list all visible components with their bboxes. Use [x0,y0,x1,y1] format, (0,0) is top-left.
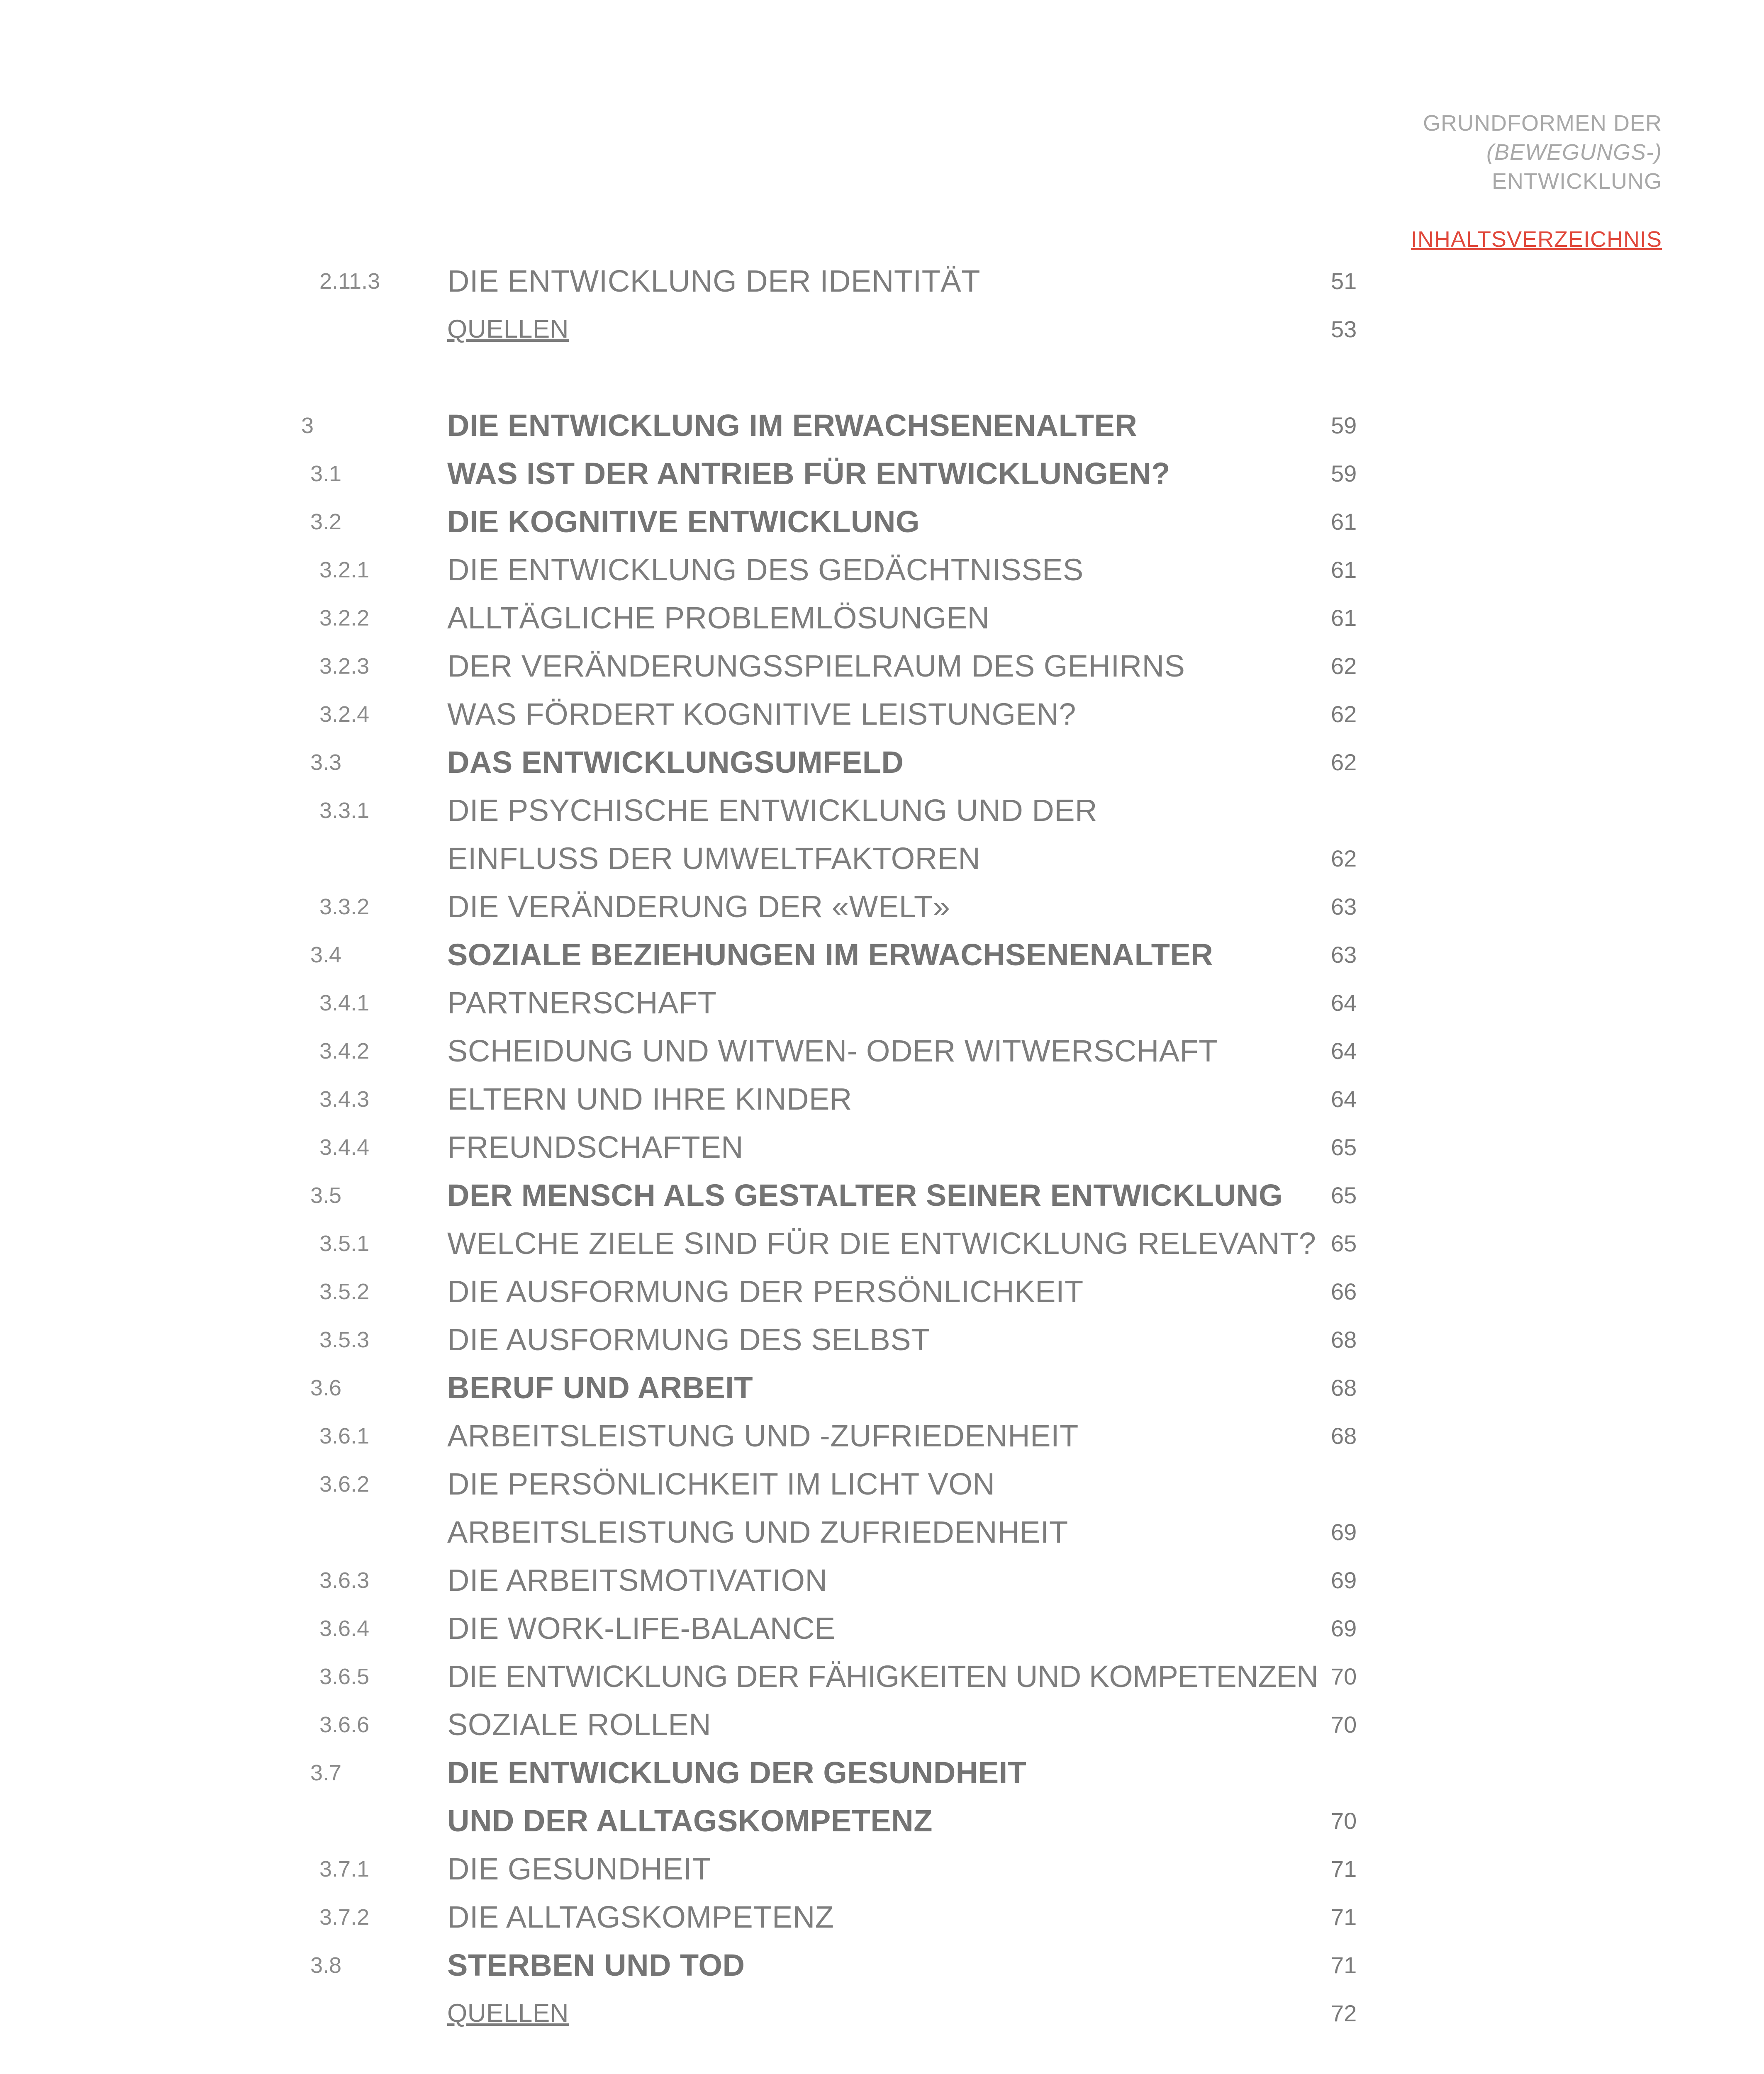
sources-link[interactable]: QUELLEN [447,315,569,343]
entry-page: 61 [1331,557,1357,583]
subsection-title[interactable]: DIE AUSFORMUNG DES SELBST [447,1322,930,1357]
chapter-number: 3 [301,413,314,438]
entry-page: 65 [1331,1182,1357,1208]
toc-subsection[interactable] [0,546,1764,594]
subsection-number: 3.6.6 [319,1712,370,1737]
toc-chapter[interactable] [0,402,1764,450]
entry-page: 53 [1331,316,1357,342]
section-title[interactable]: DIE ENTWICKLUNG DER GESUNDHEIT [447,1755,1027,1790]
toc-subsection[interactable] [0,1412,1764,1460]
subsection-title[interactable]: DIE WORK-LIFE-BALANCE [447,1611,836,1646]
subsection-title[interactable]: DIE ALLTAGSKOMPETENZ [447,1900,834,1934]
entry-page: 59 [1331,460,1357,487]
subsection-number: 3.3.1 [319,798,370,823]
entry-page: 62 [1331,845,1357,871]
entry-page: 61 [1331,509,1357,535]
subsection-number: 3.7.1 [319,1857,370,1882]
toc-subsection[interactable] [0,883,1764,931]
entry-page: 61 [1331,605,1357,631]
section-number: 3.7 [310,1760,342,1785]
entry-page: 69 [1331,1615,1357,1641]
subsection-title[interactable]: PARTNERSCHAFT [447,986,717,1020]
toc-subsection[interactable] [0,690,1764,738]
entry-page: 70 [1331,1663,1357,1689]
subsection-title[interactable]: DIE PSYCHISCHE ENTWICKLUNG UND DER [447,793,1098,828]
toc-section[interactable] [0,931,1764,979]
subsection-number: 3.2.4 [319,702,370,727]
subsection-number: 3.4.1 [319,991,370,1015]
section-title[interactable]: STERBEN UND TOD [447,1948,745,1982]
toc-subsection-continued[interactable] [0,1508,1764,1556]
toc-subsection[interactable] [0,1556,1764,1604]
entry-page: 65 [1331,1230,1357,1256]
entry-page: 64 [1331,1086,1357,1112]
subsection-number: 3.7.2 [319,1905,370,1930]
toc-section[interactable] [0,450,1764,498]
section-number: 3.3 [310,750,342,775]
toc-subsection[interactable] [0,1460,1764,1508]
sources-link[interactable]: QUELLEN [447,1999,569,2028]
toc-subsection[interactable] [0,1220,1764,1268]
subsection-number: 3.6.1 [319,1424,370,1448]
subsection-number: 3.6.4 [319,1616,370,1641]
entry-page: 70 [1331,1808,1357,1834]
toc-section-continued[interactable] [0,1797,1764,1845]
subsection-number: 3.4.3 [319,1087,370,1112]
section-number: 3.8 [310,1953,342,1978]
chapter-title[interactable]: DIE ENTWICKLUNG IM ERWACHSENENALTER [447,408,1138,443]
subsection-number: 3.6.3 [319,1568,370,1593]
subsection-title[interactable]: DIE ENTWICKLUNG DER FÄHIGKEITEN UND KOMPETENZEN [447,1659,1318,1694]
toc-subsection[interactable] [0,1316,1764,1364]
running-header [1423,109,1662,196]
toc-subsection[interactable] [0,1893,1764,1941]
header-line-3: ENTWICKLUNG [1491,169,1662,194]
toc-subsection[interactable] [0,1701,1764,1749]
entry-title[interactable]: DIE ENTWICKLUNG DER IDENTITÄT [447,264,980,298]
subsection-number: 3.3.2 [319,894,370,919]
entry-page: 64 [1331,1038,1357,1064]
entry-page: 68 [1331,1423,1357,1449]
entry-page: 69 [1331,1567,1357,1593]
subsection-title[interactable]: FREUNDSCHAFTEN [447,1130,744,1164]
subsection-title[interactable]: DIE AUSFORMUNG DER PERSÖNLICHKEIT [447,1274,1084,1309]
subsection-number: 3.5.2 [319,1279,370,1304]
entry-page: 64 [1331,990,1357,1016]
toc-subsection[interactable] [0,1268,1764,1316]
section-number: 3.4 [310,942,342,967]
subsection-title[interactable]: DIE PERSÖNLICHKEIT IM LICHT VON [447,1467,995,1501]
section-title[interactable]: DIE KOGNITIVE ENTWICKLUNG [447,504,920,539]
entry-page: 62 [1331,701,1357,727]
subsection-title[interactable]: ELTERN UND IHRE KINDER [447,1082,852,1116]
toc-subsection-continued[interactable] [0,835,1764,883]
subsection-title[interactable]: DIE GESUNDHEIT [447,1852,711,1886]
toc-subsection[interactable] [0,979,1764,1027]
toc-subsection[interactable] [0,786,1764,835]
toc-entry-sources[interactable] [0,305,1764,353]
subsection-number: 3.6.5 [319,1664,370,1689]
entry-page: 63 [1331,942,1357,968]
toc-section[interactable] [0,498,1764,546]
subsection-number: 3.2.1 [319,557,370,582]
toc-subsection[interactable] [0,1027,1764,1075]
entry-page: 68 [1331,1327,1357,1353]
subsection-number: 3.4.4 [319,1135,370,1160]
subsection-title[interactable]: DIE VERÄNDERUNG DER «WELT» [447,889,950,924]
entry-page: 68 [1331,1375,1357,1401]
subsection-title[interactable]: WELCHE ZIELE SIND FÜR DIE ENTWICKLUNG RELEVANT? [447,1226,1316,1261]
subsection-title[interactable]: DER VERÄNDERUNGSSPIELRAUM DES GEHIRNS [447,649,1185,683]
entry-page: 63 [1331,893,1357,920]
section-number: 3.6 [310,1375,342,1400]
toc-subsection[interactable] [0,1604,1764,1653]
entry-page: 59 [1331,412,1357,438]
entry-page: 71 [1331,1856,1357,1882]
toc-entry[interactable] [0,257,1764,305]
entry-page: 71 [1331,1952,1357,1978]
section-title[interactable]: SOZIALE BEZIEHUNGEN IM ERWACHSENENALTER [447,937,1213,972]
entry-page: 70 [1331,1711,1357,1738]
subsection-title-continued[interactable]: EINFLUSS DER UMWELTFAKTOREN [447,841,981,876]
entry-page: 71 [1331,1904,1357,1930]
toc-section[interactable] [0,738,1764,786]
subsection-number: 3.5.1 [319,1231,370,1256]
toc-entry-sources[interactable] [0,1989,1764,2037]
section-number: 3.1 [310,461,342,486]
entry-page: 69 [1331,1519,1357,1545]
entry-page: 65 [1331,1134,1357,1160]
subsection-number: 3.2.2 [319,606,370,630]
section-title-continued[interactable]: UND DER ALLTAGSKOMPETENZ [447,1804,933,1838]
table-of-contents-link[interactable]: INHALTSVERZEICHNIS [1411,227,1662,252]
entry-page: 51 [1331,268,1357,294]
subsection-title[interactable]: DIE ARBEITSMOTIVATION [447,1563,828,1597]
toc-subsection[interactable] [0,1075,1764,1123]
section-title[interactable]: BERUF UND ARBEIT [447,1370,753,1405]
subsection-title[interactable]: SCHEIDUNG UND WITWEN- ODER WITWERSCHAFT [447,1034,1218,1068]
subsection-title[interactable]: SOZIALE ROLLEN [447,1707,711,1742]
section-title[interactable]: DER MENSCH ALS GESTALTER SEINER ENTWICKLUNG [447,1178,1283,1212]
subsection-title[interactable]: ALLTÄGLICHE PROBLEMLÖSUNGEN [447,601,990,635]
toc-subsection[interactable] [0,1653,1764,1701]
entry-page: 66 [1331,1278,1357,1305]
toc-subsection[interactable] [0,594,1764,642]
subsection-number: 3.5.3 [319,1327,370,1352]
subsection-number: 3.6.2 [319,1472,370,1497]
subsection-title[interactable]: DIE ENTWICKLUNG DES GEDÄCHTNISSES [447,553,1084,587]
subsection-number: 3.2.3 [319,654,370,679]
header-line-1: GRUNDFORMEN DER [1423,111,1662,136]
section-title[interactable]: DAS ENTWICKLUNGSUMFELD [447,745,904,779]
section-number: 3.2 [310,509,342,534]
toc-subsection[interactable] [0,1123,1764,1171]
subsection-title-continued[interactable]: ARBEITSLEISTUNG UND ZUFRIEDENHEIT [447,1515,1068,1549]
toc-section[interactable] [0,1171,1764,1220]
entry-page: 62 [1331,653,1357,679]
entry-page: 62 [1331,749,1357,775]
subsection-title[interactable]: ARBEITSLEISTUNG UND -ZUFRIEDENHEIT [447,1419,1079,1453]
toc-subsection[interactable] [0,1845,1764,1893]
section-title[interactable]: WAS IST DER ANTRIEB FÜR ENTWICKLUNGEN? [447,456,1170,491]
header-line-2: (BEWEGUNGS-) [1486,140,1662,165]
section-number: 3.5 [310,1183,342,1208]
entry-page: 72 [1331,2000,1357,2026]
toc-section[interactable] [0,1749,1764,1797]
toc-subsection[interactable] [0,642,1764,690]
entry-number: 2.11.3 [319,269,380,294]
toc-section[interactable] [0,1364,1764,1412]
toc-section[interactable] [0,1941,1764,1989]
subsection-number: 3.4.2 [319,1039,370,1064]
subsection-title[interactable]: WAS FÖRDERT KOGNITIVE LEISTUNGEN? [447,697,1076,731]
